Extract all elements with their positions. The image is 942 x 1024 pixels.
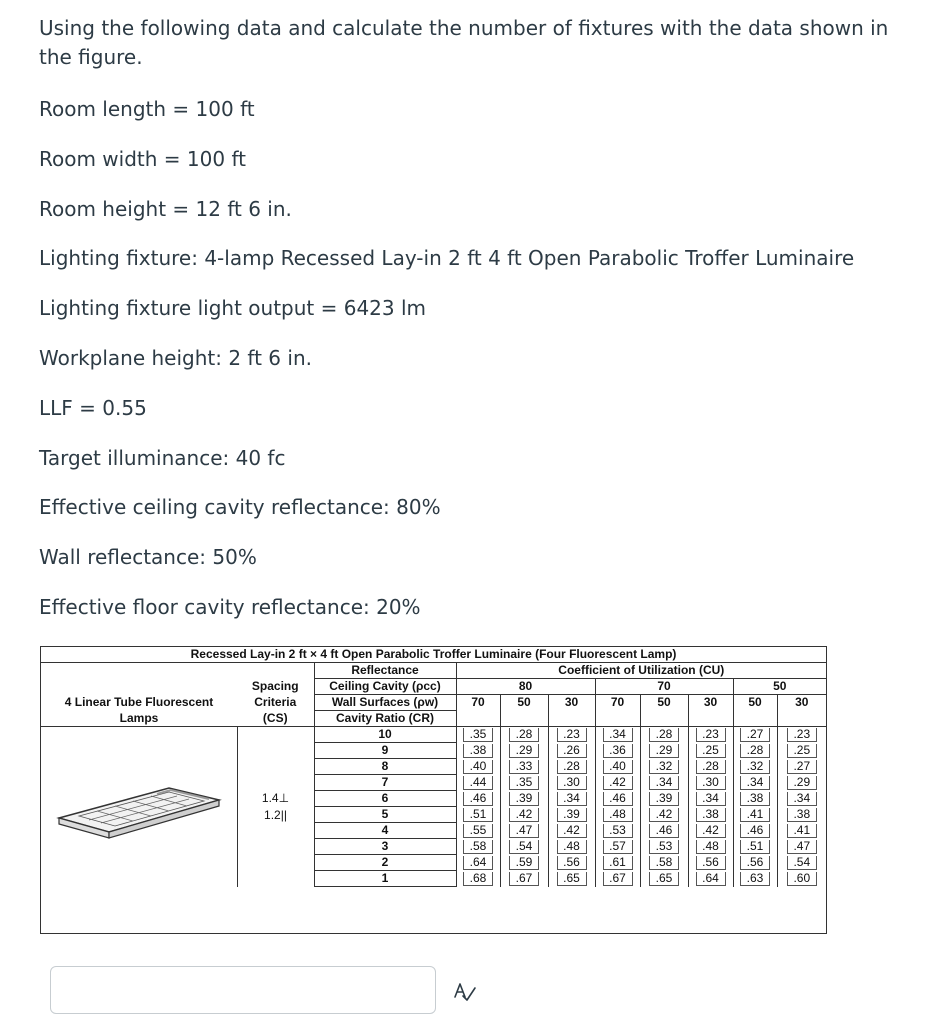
criteria-label: Criteria (254, 695, 297, 709)
cu-row (41, 727, 826, 743)
room-height: Room height = 12 ft 6 in. (39, 197, 292, 221)
cu-value-text: .48 (696, 840, 726, 854)
cu-value-text: .46 (463, 792, 493, 806)
cavity-ratio-value: 1 (314, 871, 456, 887)
cu-value-text: .46 (649, 824, 679, 838)
cu-value-text: .33 (509, 760, 539, 774)
cavity-ratio-value: 2 (314, 855, 456, 871)
cu-value (548, 743, 595, 759)
cu-value (456, 871, 500, 887)
cu-value-text: .42 (649, 808, 679, 822)
cu-value (456, 759, 500, 775)
cu-value-text: .56 (696, 856, 726, 870)
cu-value-text: .40 (603, 760, 633, 774)
cu-value-text: .26 (557, 744, 587, 758)
cu-value (456, 791, 500, 807)
cu-value-text: .27 (787, 760, 817, 774)
room-length: Room length = 100 ft (39, 97, 255, 121)
cu-value (688, 807, 733, 823)
cu-value (456, 823, 500, 839)
cu-value-text: .65 (649, 872, 679, 886)
cu-value-text: .42 (603, 776, 633, 790)
spacing-value: 1.4⊥ (261, 790, 290, 805)
cavity-ratio-value: 10 (314, 727, 456, 743)
troffer-luminaire-icon (49, 760, 229, 850)
cu-value (500, 871, 548, 887)
cu-value (548, 871, 595, 887)
question-block (39, 14, 919, 72)
cu-value-text: .42 (509, 808, 539, 822)
cu-value-text: .57 (603, 840, 633, 854)
cu-label: Coefficient of Utilization (CU) (456, 663, 826, 679)
cu-value-text: .34 (696, 792, 726, 806)
cu-value-text: .38 (463, 744, 493, 758)
cu-value-text: .28 (696, 760, 726, 774)
cu-value (595, 839, 640, 855)
cu-value-text: .35 (463, 728, 493, 742)
cu-value (456, 839, 500, 855)
cu-value (640, 759, 688, 775)
cu-value (688, 823, 733, 839)
wall-value: 50 (733, 695, 777, 711)
ceiling-value: 80 (456, 679, 595, 695)
cu-value-text: .40 (463, 760, 493, 774)
cu-value (688, 791, 733, 807)
cu-value-text: .41 (740, 808, 770, 822)
cu-value-text: .23 (557, 728, 587, 742)
cu-value-text: .32 (649, 760, 679, 774)
cu-value-text: .65 (557, 872, 587, 886)
cu-value (595, 791, 640, 807)
cu-value-text: .48 (557, 840, 587, 854)
cu-value-text: .30 (696, 776, 726, 790)
cu-value (595, 775, 640, 791)
cu-value-text: .54 (787, 856, 817, 870)
cavity-ratio-value: 8 (314, 759, 456, 775)
cu-value-text: .27 (740, 728, 770, 742)
cu-value (456, 727, 500, 743)
cu-value-text: .30 (557, 776, 587, 790)
cu-value-text: .46 (740, 824, 770, 838)
floor-reflectance: Effective floor cavity reflectance: 20% (39, 595, 421, 619)
cu-value-text: .39 (649, 792, 679, 806)
cu-value (500, 727, 548, 743)
cu-value (548, 727, 595, 743)
cu-value (688, 743, 733, 759)
cu-value (548, 807, 595, 823)
cu-value-text: .29 (787, 776, 817, 790)
cu-value-text: .55 (463, 824, 493, 838)
spacing-value: 1.2|| (264, 807, 287, 822)
cu-value-text: .58 (649, 856, 679, 870)
cu-value-text: .25 (787, 744, 817, 758)
cu-value-text: .28 (557, 760, 587, 774)
cavity-ratio-value: 4 (314, 823, 456, 839)
cu-value (548, 823, 595, 839)
answer-input[interactable] (50, 966, 436, 1014)
wall-value: 50 (500, 695, 548, 711)
cu-value (500, 743, 548, 759)
cu-value-text: .38 (740, 792, 770, 806)
cu-value-text: .34 (557, 792, 587, 806)
cu-value (733, 871, 777, 887)
wall-reflectance: Wall reflectance: 50% (39, 545, 257, 569)
cu-value (640, 743, 688, 759)
cu-value (777, 823, 826, 839)
cu-value (777, 855, 826, 871)
cu-value (688, 775, 733, 791)
cu-value (640, 823, 688, 839)
cs-label: (CS) (237, 711, 314, 727)
cavity-ratio-value: 7 (314, 775, 456, 791)
cu-value-text: .67 (509, 872, 539, 886)
spacing-criteria-cell (237, 727, 314, 887)
cu-value-text: .34 (787, 792, 817, 806)
cu-value (595, 855, 640, 871)
lamp-header-2: Lamps (41, 711, 237, 727)
cavity-ratio-value: 5 (314, 807, 456, 823)
cu-value-text: .28 (509, 728, 539, 742)
cu-value-text: .63 (740, 872, 770, 886)
cu-value (733, 727, 777, 743)
ceiling-reflectance: Effective ceiling cavity reflectance: 80% (39, 495, 441, 519)
fixture-type: Lighting fixture: 4-lamp Recessed Lay-in 2 ft 4 ft Open Parabolic Troffer Luminaire (39, 246, 855, 270)
cu-value-text: .61 (603, 856, 633, 870)
cu-value-text: .56 (740, 856, 770, 870)
cu-value-text: .64 (463, 856, 493, 870)
cu-value (640, 775, 688, 791)
cu-value-text: .39 (557, 808, 587, 822)
cu-value-text: .53 (603, 824, 633, 838)
cu-value (500, 807, 548, 823)
cu-value (733, 759, 777, 775)
cavity-ratio-value: 6 (314, 791, 456, 807)
target-illuminance: Target illuminance: 40 fc (39, 446, 286, 470)
cu-value (595, 823, 640, 839)
cu-value (733, 775, 777, 791)
cu-value-text: .58 (463, 840, 493, 854)
cu-value-text: .29 (509, 744, 539, 758)
cu-value-text: .23 (787, 728, 817, 742)
cu-value-text: .42 (557, 824, 587, 838)
cu-value (733, 807, 777, 823)
cu-value (500, 855, 548, 871)
cu-value (456, 855, 500, 871)
wall-surfaces-label: Wall Surfaces (ρw) (314, 695, 456, 711)
cu-value (640, 855, 688, 871)
spacing-label: Spacing (251, 679, 299, 693)
cu-value-text: .28 (649, 728, 679, 742)
wall-value: 70 (595, 695, 640, 711)
cu-value (500, 823, 548, 839)
cu-value (777, 759, 826, 775)
cu-value-text: .59 (509, 856, 539, 870)
cu-value (777, 871, 826, 887)
fixture-output: Lighting fixture light output = 6423 lm (39, 296, 427, 320)
cu-value (595, 759, 640, 775)
cu-value-text: .36 (603, 744, 633, 758)
cu-value (456, 775, 500, 791)
cu-body (41, 727, 826, 887)
ceiling-cavity-label: Ceiling Cavity (ρcc) (314, 679, 456, 695)
cu-value-text: .56 (557, 856, 587, 870)
question-intro: Using the following data and calculate the number of fixtures with the data shown in the figure. (39, 16, 889, 69)
cu-value (548, 855, 595, 871)
cu-value (688, 759, 733, 775)
cu-value-text: .68 (463, 872, 493, 886)
wall-value: 30 (777, 695, 826, 711)
cu-value (777, 791, 826, 807)
cu-value-text: .28 (740, 744, 770, 758)
cu-value (777, 727, 826, 743)
cu-value-text: .67 (603, 872, 633, 886)
cu-value (595, 871, 640, 887)
cu-value (733, 743, 777, 759)
cu-value (500, 791, 548, 807)
cu-value (548, 791, 595, 807)
cu-value (640, 727, 688, 743)
cu-value (777, 839, 826, 855)
cu-value-text: .32 (740, 760, 770, 774)
cu-value-text: .47 (509, 824, 539, 838)
cu-value-text: .51 (740, 840, 770, 854)
cu-value (733, 839, 777, 855)
cu-value-text: .25 (696, 744, 726, 758)
ceiling-value: 50 (733, 679, 826, 695)
cavity-ratio-value: 9 (314, 743, 456, 759)
cu-value-text: .42 (696, 824, 726, 838)
cu-value-text: .54 (509, 840, 539, 854)
cu-value (595, 727, 640, 743)
cu-value (456, 807, 500, 823)
cu-value (548, 775, 595, 791)
llf: LLF = 0.55 (39, 396, 147, 420)
cu-value (548, 839, 595, 855)
table-title: Recessed Lay-in 2 ft × 4 ft Open Parabolic Troffer Luminaire (Four Fluorescent Lamp) (41, 647, 826, 663)
luminaire-image (41, 727, 237, 887)
cu-value-text: .34 (740, 776, 770, 790)
cu-value-text: .34 (603, 728, 633, 742)
cu-value (456, 743, 500, 759)
cu-value (688, 855, 733, 871)
cu-value-text: .44 (463, 776, 493, 790)
cu-value-text: .46 (603, 792, 633, 806)
cu-value (595, 743, 640, 759)
wall-value: 70 (456, 695, 500, 711)
cu-value-text: .41 (787, 824, 817, 838)
cu-value-text: .53 (649, 840, 679, 854)
wall-value: 30 (548, 695, 595, 711)
cu-value-text: .38 (787, 808, 817, 822)
cu-value (688, 727, 733, 743)
cu-value-text: .34 (649, 776, 679, 790)
workplane-height: Workplane height: 2 ft 6 in. (39, 346, 312, 370)
cu-value (640, 839, 688, 855)
ceiling-value: 70 (595, 679, 733, 695)
room-width: Room width = 100 ft (39, 147, 246, 171)
cu-value-text: .23 (696, 728, 726, 742)
cu-value-text: .51 (463, 808, 493, 822)
cu-value-text: .64 (696, 872, 726, 886)
cu-value (777, 775, 826, 791)
cu-value-text: .38 (696, 808, 726, 822)
cu-value (548, 759, 595, 775)
cu-value (595, 807, 640, 823)
cu-value (688, 871, 733, 887)
cu-value (733, 823, 777, 839)
cu-value (640, 807, 688, 823)
cu-value (777, 743, 826, 759)
cu-value-text: .60 (787, 872, 817, 886)
cu-value (500, 759, 548, 775)
cavity-ratio-label: Cavity Ratio (CR) (314, 711, 456, 727)
wall-value: 30 (688, 695, 733, 711)
wall-value: 50 (640, 695, 688, 711)
cu-value (733, 855, 777, 871)
cu-value-text: .35 (509, 776, 539, 790)
cu-value-text: .39 (509, 792, 539, 806)
cu-value-text: .29 (649, 744, 679, 758)
spellcheck-icon[interactable] (452, 979, 478, 1005)
cu-value (500, 839, 548, 855)
cu-value (688, 839, 733, 855)
lamp-header: 4 Linear Tube Fluorescent (64, 695, 214, 709)
cu-value (640, 871, 688, 887)
cu-value-text: .47 (787, 840, 817, 854)
cu-table (41, 647, 826, 887)
cu-value-text: .48 (603, 808, 633, 822)
cu-value (500, 775, 548, 791)
cu-value (733, 791, 777, 807)
cavity-ratio-value: 3 (314, 839, 456, 855)
cu-value (640, 791, 688, 807)
cu-value (777, 807, 826, 823)
reflectance-label: Reflectance (314, 663, 456, 679)
cu-table-figure (40, 646, 827, 934)
